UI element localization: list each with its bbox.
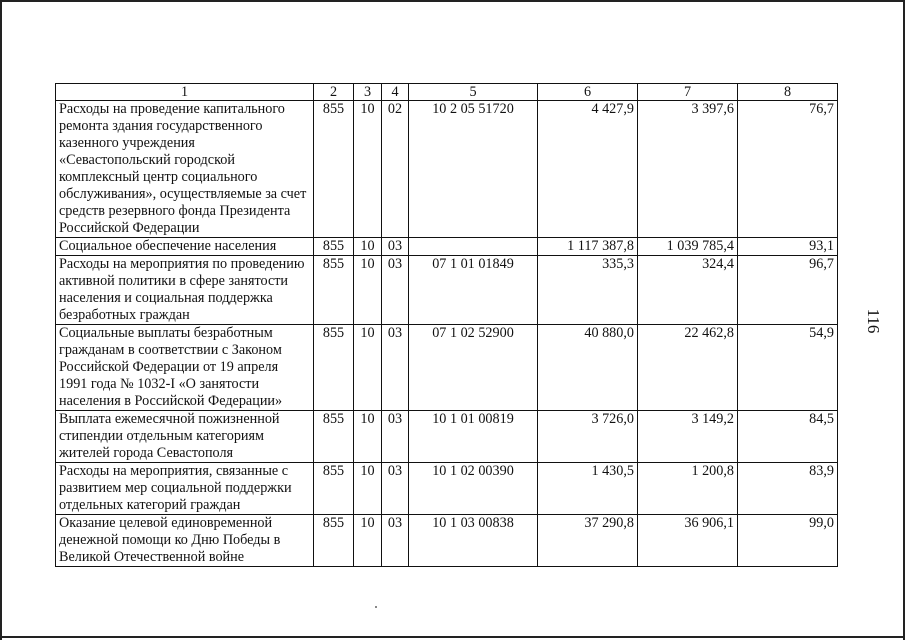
- budget-table: [55, 83, 838, 567]
- row-plan: 37 290,8: [538, 515, 638, 567]
- row-name: Социальные выплаты безработным гражданам в соответствии с Законом Российской Федерации от 19 апреля 1991 года № 1032-I «О занятости населения в Российской Федерации»: [56, 325, 314, 411]
- row-target-article: 10 2 05 51720: [409, 101, 538, 238]
- header-cell: 1: [56, 84, 314, 101]
- row-percent: 93,1: [738, 238, 838, 256]
- row-ministry-code: 855: [314, 256, 354, 325]
- row-ministry-code: 855: [314, 101, 354, 238]
- table-row: [56, 515, 838, 567]
- row-name: Расходы на мероприятия, связанные с развитием мер социальной поддержки отдельных категорий граждан: [56, 463, 314, 515]
- row-percent: 99,0: [738, 515, 838, 567]
- row-target-article: 07 1 01 01849: [409, 256, 538, 325]
- header-cell: 4: [382, 84, 409, 101]
- row-actual: 1 200,8: [638, 463, 738, 515]
- table-row: [56, 463, 838, 515]
- page-number: 116: [864, 308, 883, 334]
- row-subsection: 02: [382, 101, 409, 238]
- row-ministry-code: 855: [314, 515, 354, 567]
- header-cell: 6: [538, 84, 638, 101]
- row-section: 10: [354, 101, 382, 238]
- row-actual: 3 397,6: [638, 101, 738, 238]
- row-percent: 96,7: [738, 256, 838, 325]
- row-section: 10: [354, 256, 382, 325]
- row-section: 10: [354, 463, 382, 515]
- row-target-article: 07 1 02 52900: [409, 325, 538, 411]
- row-actual: 1 039 785,4: [638, 238, 738, 256]
- row-name: Расходы на проведение капитального ремонта здания государственного казенного учреждения «Севастопольский городской комплексный центр социального обслуживания», осуществляемые за счет средств резервного фонда Президента Российской Федерации: [56, 101, 314, 238]
- row-percent: 76,7: [738, 101, 838, 238]
- row-plan: 3 726,0: [538, 411, 638, 463]
- table-row: [56, 256, 838, 325]
- row-name: Расходы на мероприятия по проведению активной политики в сфере занятости населения и социальная поддержка безработных граждан: [56, 256, 314, 325]
- row-plan: 40 880,0: [538, 325, 638, 411]
- row-name: Выплата ежемесячной пожизненной стипендии отдельным категориям жителей города Севастополя: [56, 411, 314, 463]
- header-cell: 7: [638, 84, 738, 101]
- row-name: Оказание целевой единовременной денежной помощи ко Дню Победы в Великой Отечественной войне: [56, 515, 314, 567]
- row-plan: 4 427,9: [538, 101, 638, 238]
- row-name: Социальное обеспечение населения: [56, 238, 314, 256]
- row-plan: 1 117 387,8: [538, 238, 638, 256]
- row-subsection: 03: [382, 238, 409, 256]
- row-ministry-code: 855: [314, 411, 354, 463]
- row-subsection: 03: [382, 515, 409, 567]
- row-section: 10: [354, 411, 382, 463]
- row-target-article: [409, 238, 538, 256]
- row-target-article: 10 1 01 00819: [409, 411, 538, 463]
- row-subsection: 03: [382, 325, 409, 411]
- row-section: 10: [354, 325, 382, 411]
- row-plan: 1 430,5: [538, 463, 638, 515]
- row-subsection: 03: [382, 256, 409, 325]
- row-ministry-code: 855: [314, 325, 354, 411]
- row-plan: 335,3: [538, 256, 638, 325]
- scan-border-left: [0, 0, 2, 640]
- row-actual: 3 149,2: [638, 411, 738, 463]
- scan-border-bottom: [0, 636, 905, 638]
- header-cell: 5: [409, 84, 538, 101]
- table-row: [56, 411, 838, 463]
- row-actual: 324,4: [638, 256, 738, 325]
- header-cell: 2: [314, 84, 354, 101]
- row-subsection: 03: [382, 463, 409, 515]
- row-subsection: 03: [382, 411, 409, 463]
- row-percent: 84,5: [738, 411, 838, 463]
- table-row: [56, 101, 838, 238]
- row-target-article: 10 1 02 00390: [409, 463, 538, 515]
- header-cell: 8: [738, 84, 838, 101]
- row-percent: 54,9: [738, 325, 838, 411]
- row-section: 10: [354, 515, 382, 567]
- scan-border-top: [0, 0, 905, 2]
- scan-speck: [375, 606, 377, 608]
- header-cell: 3: [354, 84, 382, 101]
- table-row: [56, 325, 838, 411]
- row-target-article: 10 1 03 00838: [409, 515, 538, 567]
- row-section: 10: [354, 238, 382, 256]
- row-ministry-code: 855: [314, 238, 354, 256]
- row-actual: 22 462,8: [638, 325, 738, 411]
- row-actual: 36 906,1: [638, 515, 738, 567]
- header-row: [56, 84, 838, 101]
- table-row: [56, 238, 838, 256]
- row-ministry-code: 855: [314, 463, 354, 515]
- row-percent: 83,9: [738, 463, 838, 515]
